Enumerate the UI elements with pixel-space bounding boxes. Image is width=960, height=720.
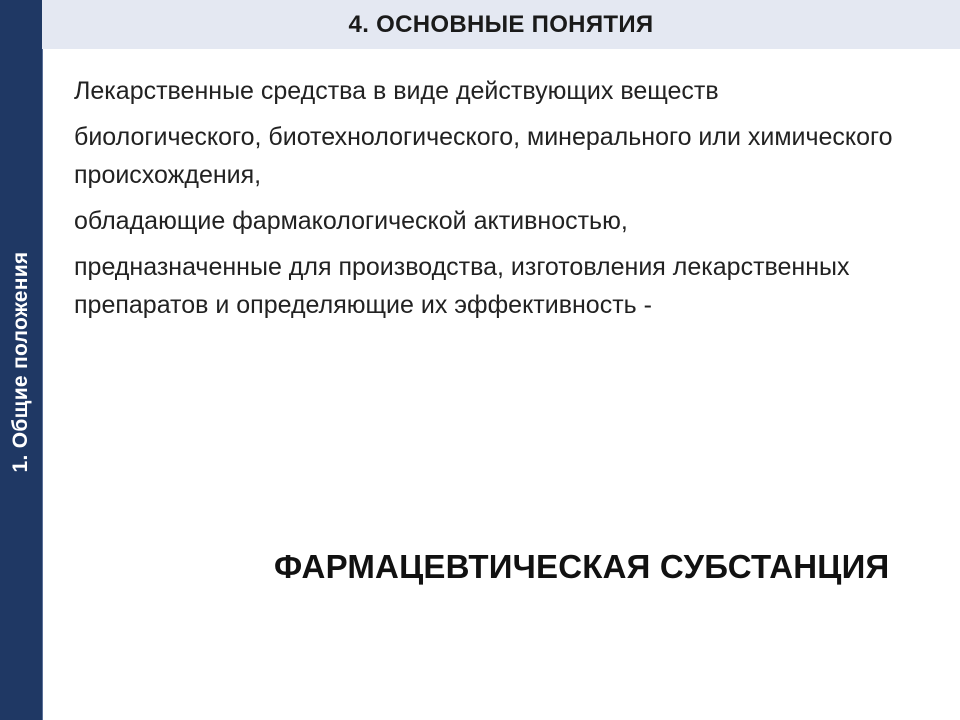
slide-title: 4. ОСНОВНЫЕ ПОНЯТИЯ [348,10,654,38]
definition-paragraph: предназначенные для производства, изготовления лекарственных препаратов и определяющие их эффективность - [74,253,850,319]
definition-paragraph: Лекарственные средства в виде действующих веществ [74,77,719,105]
definition-paragraph: биологического, биотехнологического, минерального или химического происхождения, [74,123,893,189]
section-label: 1. Общие положения [9,251,32,473]
section-sidebar [0,0,43,720]
definition-paragraph: обладающие фармакологической активностью, [74,207,628,235]
defined-term: ФАРМАЦЕВТИЧЕСКАЯ СУБСТАНЦИЯ [274,548,890,585]
slide-header [42,0,960,49]
definition-body [74,72,894,332]
